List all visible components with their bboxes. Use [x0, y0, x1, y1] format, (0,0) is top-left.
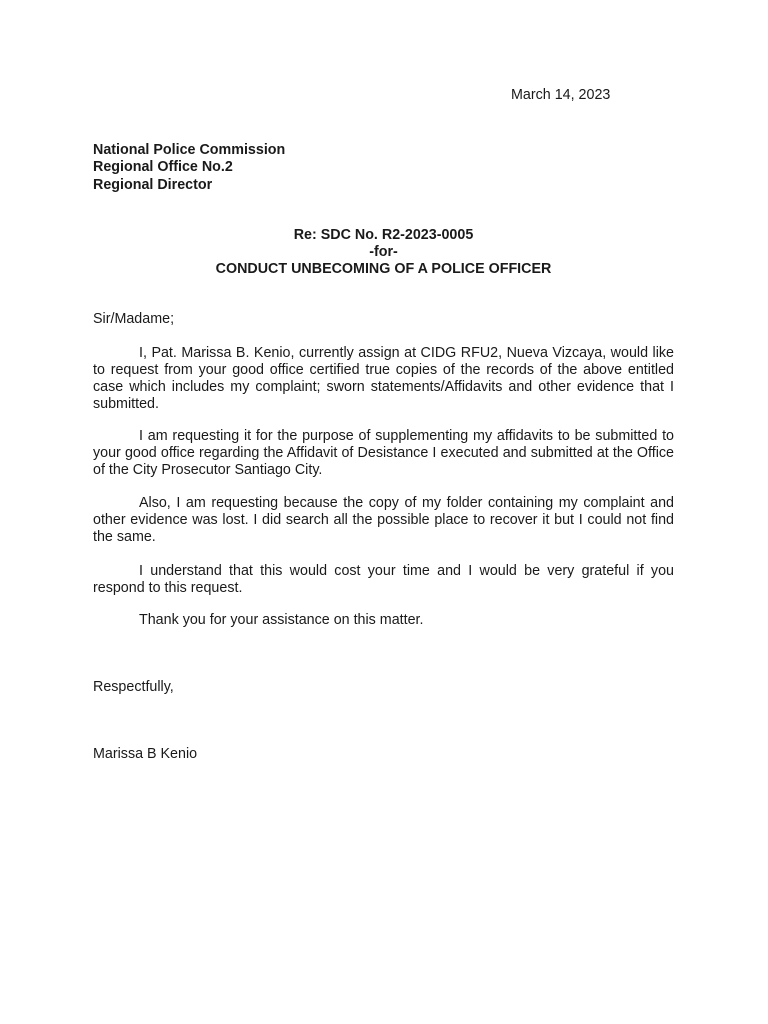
subject-charge: CONDUCT UNBECOMING OF A POLICE OFFICER — [215, 261, 552, 277]
body-paragraph-2 — [93, 428, 674, 479]
body-paragraph-3-text: Also, I am requesting because the copy of my folder containing my complaint and other evidence was lost. I did search all the possible place to recover it but I could not find the same. — [93, 495, 674, 545]
body-paragraph-5-text: Thank you for your assistance on this matter. — [139, 612, 424, 628]
subject-block — [93, 227, 674, 278]
addressee-title: Regional Director — [93, 176, 213, 193]
letter-date: March 14, 2023 — [511, 87, 611, 103]
body-paragraph-1 — [93, 345, 674, 413]
body-paragraph-4 — [93, 563, 674, 597]
body-paragraph-4-text: I understand that this would cost your time and I would be very grateful if you respond to this request. — [93, 563, 674, 596]
closing: Respectfully, — [93, 679, 174, 695]
body-paragraph-1-text: I, Pat. Marissa B. Kenio, currently assign at CIDG RFU2, Nueva Vizcaya, would like to request from your good office certified true copies of the records of the above entitled case which includes my complaint; sworn statements/Affidavits and other evidence that I submitted. — [93, 345, 674, 412]
body-paragraph-5 — [93, 612, 674, 629]
addressee-organization: National Police Commission — [93, 142, 286, 158]
body-paragraph-3 — [93, 495, 674, 546]
addressee-office: Regional Office No.2 — [93, 159, 233, 176]
signature-name: Marissa B Kenio — [93, 746, 198, 762]
addressee-block — [93, 142, 285, 194]
salutation: Sir/Madame; — [93, 311, 175, 327]
subject-case-number: Re: SDC No. R2-2023-0005 — [293, 227, 474, 243]
subject-for: -for- — [369, 244, 398, 260]
body-paragraph-2-text: I am requesting it for the purpose of supplementing my affidavits to be submitted to your good office regarding the Affidavit of Desistance I executed and submitted at the Office of the City Prosecutor Santiago City. — [93, 428, 674, 478]
